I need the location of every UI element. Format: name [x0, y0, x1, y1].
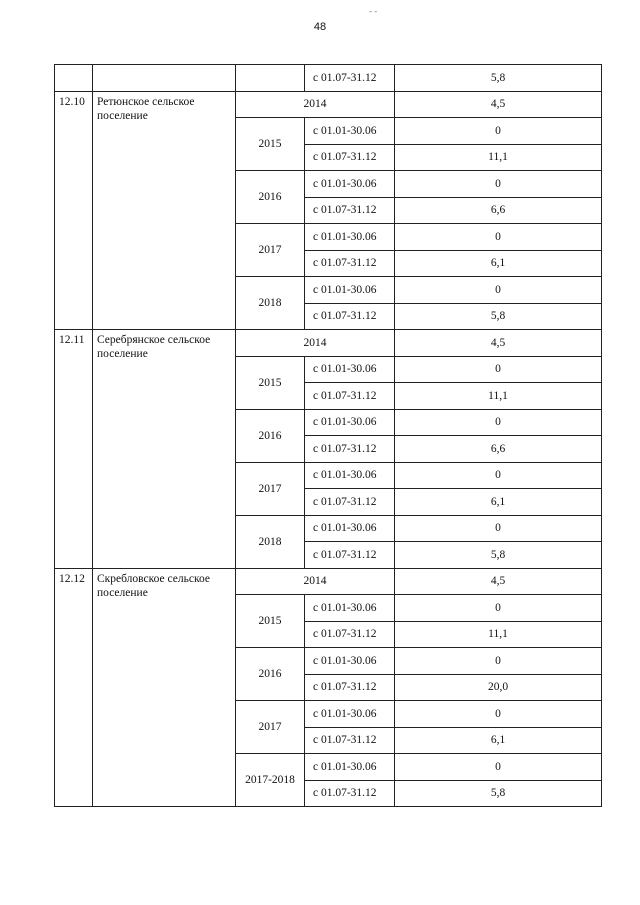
period-cell: с 01.01-30.06 [305, 462, 395, 489]
value-cell: 0 [395, 515, 602, 542]
value-cell: 5,8 [395, 65, 602, 92]
settlement-name: Ретюнское сельское поселение [93, 91, 236, 330]
value-cell: 4,5 [395, 568, 602, 595]
period-cell: с 01.07-31.12 [305, 436, 395, 463]
value-cell: 6,1 [395, 727, 602, 754]
period-cell: с 01.01-30.06 [305, 171, 395, 198]
year-label: 2017 [236, 224, 305, 277]
value-cell: 0 [395, 595, 602, 622]
value-cell: 6,6 [395, 436, 602, 463]
table-row [55, 330, 602, 357]
year-label: 2018 [236, 515, 305, 568]
page-number: 48 [313, 21, 327, 33]
period-cell: с 01.07-31.12 [305, 542, 395, 569]
value-cell: 0 [395, 224, 602, 251]
period-cell: с 01.07-31.12 [305, 674, 395, 701]
period-cell: с 01.07-31.12 [305, 489, 395, 516]
item-number: 12.12 [55, 568, 93, 807]
period-cell: с 01.01-30.06 [305, 409, 395, 436]
value-cell: 11,1 [395, 144, 602, 171]
value-cell: 0 [395, 754, 602, 781]
period-cell: с 01.01-30.06 [305, 515, 395, 542]
period-cell: с 01.01-30.06 [305, 118, 395, 145]
year-label: 2014 [236, 568, 395, 595]
table-row [55, 65, 602, 92]
value-cell: 0 [395, 118, 602, 145]
period-cell: с 01.01-30.06 [305, 754, 395, 781]
value-cell: 0 [395, 409, 602, 436]
period-cell: с 01.01-30.06 [305, 224, 395, 251]
value-cell: 4,5 [395, 330, 602, 357]
value-cell: 5,8 [395, 303, 602, 330]
value-cell: 5,8 [395, 542, 602, 569]
year-label: 2015 [236, 118, 305, 171]
period-cell: с 01.07-31.12 [305, 780, 395, 807]
year-label: 2018 [236, 277, 305, 330]
period-cell: с 01.01-30.06 [305, 595, 395, 622]
value-cell: 4,5 [395, 91, 602, 118]
value-cell: 6,6 [395, 197, 602, 224]
value-cell: 0 [395, 356, 602, 383]
year-label: 2017 [236, 701, 305, 754]
settlement-name: Скребловское сельское поселение [93, 568, 236, 807]
value-cell: 0 [395, 171, 602, 198]
item-number: 12.10 [55, 91, 93, 330]
year-label: 2015 [236, 356, 305, 409]
tariff-table [54, 64, 602, 807]
item-number-cell [55, 65, 93, 92]
value-cell: 11,1 [395, 383, 602, 410]
year-label: 2016 [236, 171, 305, 224]
year-label: 2014 [236, 330, 395, 357]
year-label: 2015 [236, 595, 305, 648]
scan-mark: - - [369, 6, 378, 16]
period-cell: с 01.01-30.06 [305, 648, 395, 675]
value-cell: 0 [395, 277, 602, 304]
year-cell [236, 65, 305, 92]
period-cell: с 01.07-31.12 [305, 250, 395, 277]
year-label: 2014 [236, 91, 395, 118]
settlement-name-cell [93, 65, 236, 92]
settlement-name: Серебрянское сельское поселение [93, 330, 236, 569]
period-cell: с 01.07-31.12 [305, 144, 395, 171]
period-cell: с 01.07-31.12 [305, 303, 395, 330]
period-cell: с 01.07-31.12 [305, 383, 395, 410]
table-row [55, 91, 602, 118]
period-cell: с 01.01-30.06 [305, 701, 395, 728]
value-cell: 0 [395, 648, 602, 675]
period-cell: с 01.07-31.12 [305, 621, 395, 648]
value-cell: 11,1 [395, 621, 602, 648]
value-cell: 20,0 [395, 674, 602, 701]
period-cell: с 01.01-30.06 [305, 356, 395, 383]
year-label: 2017 [236, 462, 305, 515]
value-cell: 6,1 [395, 489, 602, 516]
period-cell: с 01.07-31.12 [305, 727, 395, 754]
year-label: 2017-2018 [236, 754, 305, 807]
value-cell: 6,1 [395, 250, 602, 277]
period-cell: с 01.07-31.12 [305, 197, 395, 224]
year-label: 2016 [236, 648, 305, 701]
table-row [55, 568, 602, 595]
value-cell: 0 [395, 701, 602, 728]
value-cell: 5,8 [395, 780, 602, 807]
year-label: 2016 [236, 409, 305, 462]
item-number: 12.11 [55, 330, 93, 569]
period-cell: с 01.07-31.12 [305, 65, 395, 92]
period-cell: с 01.01-30.06 [305, 277, 395, 304]
value-cell: 0 [395, 462, 602, 489]
